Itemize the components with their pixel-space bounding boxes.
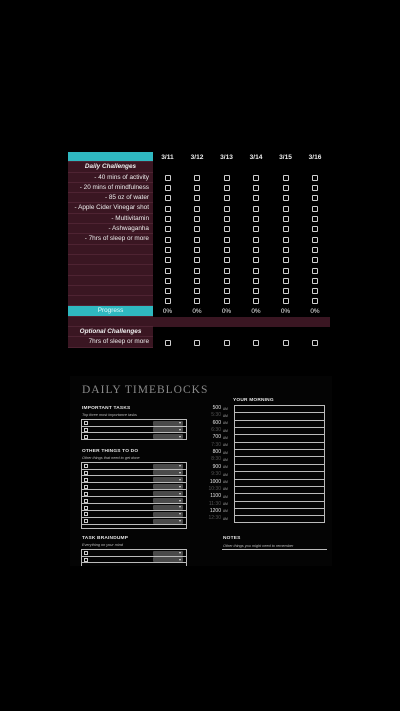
task-row[interactable] [82, 550, 186, 557]
am-pm-label: AM [223, 502, 228, 507]
day-checkbox[interactable] [253, 340, 259, 346]
task-checkbox[interactable] [84, 506, 88, 510]
timeblock-divider [234, 471, 325, 472]
am-pm-label: AM [223, 487, 228, 492]
day-checkbox[interactable] [224, 340, 230, 346]
task-checkbox[interactable] [84, 478, 88, 482]
important-tasks-heading: IMPORTANT TASKS [82, 406, 131, 411]
time-label: 7:30 [211, 441, 221, 448]
day-checkbox[interactable] [312, 288, 318, 294]
time-label: 900 [212, 463, 221, 470]
time-label: 1000 [209, 478, 221, 485]
am-pm-label: AM [223, 435, 228, 440]
task-checkbox[interactable] [84, 471, 88, 475]
am-pm-label: AM [223, 516, 228, 521]
task-row[interactable] [82, 557, 186, 564]
notes-subtitle: Other things you might need to remember [223, 544, 294, 548]
day-checkbox[interactable] [253, 195, 259, 201]
day-checkbox[interactable] [312, 206, 318, 212]
am-pm-label: AM [223, 421, 228, 426]
task-dropdown[interactable] [153, 464, 183, 469]
progress-value: 0% [310, 308, 320, 315]
day-checkbox[interactable] [283, 268, 289, 274]
day-checkbox[interactable] [253, 226, 259, 232]
timeblock-divider [234, 515, 325, 516]
day-checkbox[interactable] [224, 226, 230, 232]
am-pm-label: AM [223, 509, 228, 514]
day-checkbox[interactable] [224, 268, 230, 274]
day-checkbox[interactable] [194, 185, 200, 191]
task-checkbox[interactable] [84, 428, 88, 432]
timeblock-divider [234, 449, 325, 450]
day-checkbox[interactable] [224, 195, 230, 201]
date-column-header: 3/15 [279, 154, 292, 161]
task-row[interactable] [82, 427, 186, 434]
day-checkbox[interactable] [165, 340, 171, 346]
timeblock-divider [234, 420, 325, 421]
am-pm-label: AM [223, 465, 228, 470]
time-label: 800 [212, 449, 221, 456]
task-checkbox[interactable] [84, 421, 88, 425]
timeblock-divider [234, 464, 325, 465]
day-checkbox[interactable] [283, 298, 289, 304]
empty-challenge-row [68, 276, 153, 286]
day-checkbox[interactable] [283, 185, 289, 191]
task-dropdown[interactable] [153, 484, 183, 489]
day-checkbox[interactable] [165, 247, 171, 253]
day-checkbox[interactable] [165, 237, 171, 243]
task-checkbox[interactable] [84, 519, 88, 523]
date-column-header: 3/12 [190, 154, 204, 161]
chevron-down-icon: ▾ [178, 483, 181, 489]
chevron-down-icon: ▾ [178, 490, 181, 496]
task-dropdown[interactable] [153, 557, 183, 562]
date-column-header: 3/16 [308, 154, 322, 161]
task-dropdown[interactable] [153, 421, 183, 426]
day-checkbox[interactable] [283, 206, 289, 212]
challenge-label: - 20 mins of mindfulness [68, 183, 153, 193]
day-checkbox[interactable] [194, 226, 200, 232]
challenge-tracker [68, 152, 330, 346]
task-row[interactable] [82, 470, 186, 477]
day-checkbox[interactable] [194, 247, 200, 253]
day-checkbox[interactable] [165, 206, 171, 212]
spacer-band [153, 317, 330, 327]
day-checkbox[interactable] [165, 185, 171, 191]
am-pm-label: AM [223, 457, 228, 462]
day-checkbox[interactable] [312, 268, 318, 274]
time-label: 6:30 [211, 427, 221, 434]
am-pm-label: AM [223, 480, 228, 484]
time-label: 12:30 [208, 515, 221, 522]
other-things-list [81, 462, 187, 529]
task-dropdown[interactable] [153, 427, 183, 432]
day-checkbox[interactable] [283, 257, 289, 263]
tracker-corner [68, 152, 153, 162]
day-checkbox[interactable] [253, 278, 259, 284]
chevron-down-icon: ▾ [178, 497, 181, 503]
chevron-down-icon: ▾ [178, 556, 181, 562]
task-row[interactable] [82, 420, 186, 427]
day-checkbox[interactable] [194, 278, 200, 284]
task-dropdown[interactable] [153, 551, 183, 556]
am-pm-label: AM [223, 413, 228, 418]
am-pm-label: AM [223, 428, 228, 433]
day-checkbox[interactable] [224, 175, 230, 181]
challenge-label: - Apple Cider Vinegar shot [68, 203, 153, 213]
task-row[interactable] [82, 463, 186, 470]
day-checkbox[interactable] [165, 278, 171, 284]
day-checkbox[interactable] [312, 195, 318, 201]
chevron-down-icon: ▾ [178, 433, 181, 439]
day-checkbox[interactable] [312, 226, 318, 232]
time-label: 8:30 [211, 456, 221, 463]
day-checkbox[interactable] [253, 185, 259, 191]
your-morning-heading: YOUR MORNING [233, 398, 274, 403]
task-row[interactable] [82, 434, 186, 441]
day-checkbox[interactable] [194, 288, 200, 294]
time-label: 9:30 [211, 471, 221, 478]
day-checkbox[interactable] [312, 216, 318, 222]
day-checkbox[interactable] [224, 278, 230, 284]
day-checkbox[interactable] [224, 185, 230, 191]
day-checkbox[interactable] [312, 298, 318, 304]
progress-value: 0% [280, 308, 291, 315]
task-dropdown[interactable] [153, 491, 183, 496]
daily-challenges-heading: Daily Challenges [68, 162, 153, 172]
day-checkbox[interactable] [312, 257, 318, 263]
am-pm-label: AM [223, 472, 228, 477]
task-dropdown[interactable] [153, 470, 183, 475]
day-checkbox[interactable] [165, 257, 171, 263]
task-checkbox[interactable] [84, 464, 88, 468]
day-checkbox[interactable] [253, 298, 259, 304]
day-checkbox[interactable] [283, 340, 289, 346]
progress-value: 0% [162, 308, 173, 315]
day-checkbox[interactable] [194, 340, 200, 346]
task-dropdown[interactable] [153, 505, 183, 510]
day-checkbox[interactable] [194, 195, 200, 201]
day-checkbox[interactable] [283, 226, 289, 232]
day-checkbox[interactable] [165, 298, 171, 304]
day-checkbox[interactable] [283, 288, 289, 294]
time-label: 10:30 [208, 485, 221, 492]
chevron-down-icon: ▾ [178, 420, 181, 426]
day-checkbox[interactable] [283, 237, 289, 243]
chevron-down-icon: ▾ [178, 469, 181, 475]
day-checkbox[interactable] [312, 340, 318, 346]
planner-title: DAILY TIMEBLOCKS [82, 384, 209, 396]
braindump-list [81, 549, 187, 566]
date-column-header: 3/13 [220, 154, 233, 161]
day-checkbox[interactable] [194, 216, 200, 222]
task-row[interactable] [82, 477, 186, 484]
chevron-down-icon: ▾ [178, 511, 181, 517]
day-checkbox[interactable] [253, 268, 259, 274]
day-checkbox[interactable] [224, 216, 230, 222]
day-checkbox[interactable] [283, 195, 289, 201]
day-checkbox[interactable] [253, 206, 259, 212]
day-checkbox[interactable] [194, 237, 200, 243]
day-checkbox[interactable] [224, 247, 230, 253]
progress-value: 0% [192, 308, 202, 315]
task-row[interactable] [82, 504, 186, 511]
task-dropdown[interactable] [153, 477, 183, 482]
timeblock-divider [234, 442, 325, 443]
task-checkbox[interactable] [84, 485, 88, 489]
optional-challenges-heading: Optional Challenges [68, 327, 153, 337]
day-checkbox[interactable] [253, 175, 259, 181]
other-things-subtitle: Other things that need to get done [82, 456, 140, 460]
time-label: 11:30 [208, 500, 221, 507]
day-checkbox[interactable] [253, 257, 259, 263]
task-checkbox[interactable] [84, 492, 88, 496]
task-checkbox[interactable] [84, 499, 88, 503]
time-label: 600 [212, 419, 221, 426]
timeblock-divider [234, 501, 325, 502]
challenge-label: - 7hrs of sleep or more [68, 234, 153, 244]
day-checkbox[interactable] [165, 226, 171, 232]
chevron-down-icon: ▾ [178, 463, 181, 469]
timeblock-divider [234, 412, 325, 413]
important-tasks-list [81, 419, 187, 440]
notes-area[interactable] [222, 549, 327, 550]
day-checkbox[interactable] [165, 175, 171, 181]
task-row[interactable] [82, 498, 186, 505]
day-checkbox[interactable] [312, 175, 318, 181]
time-label: 5:30 [211, 412, 221, 419]
day-checkbox[interactable] [224, 257, 230, 263]
task-row[interactable] [82, 511, 186, 518]
day-checkbox[interactable] [253, 216, 259, 222]
day-checkbox[interactable] [224, 298, 230, 304]
task-checkbox[interactable] [84, 512, 88, 516]
chevron-down-icon: ▾ [178, 550, 181, 556]
time-label: 700 [212, 434, 221, 441]
time-label: 500 [212, 405, 221, 411]
progress-value: 0% [251, 308, 261, 315]
timeblock-divider [234, 493, 325, 494]
task-dropdown[interactable] [153, 519, 183, 524]
day-checkbox[interactable] [194, 206, 200, 212]
progress-value: 0% [221, 308, 232, 315]
day-checkbox[interactable] [194, 257, 200, 263]
empty-challenge-row [68, 286, 153, 296]
time-label: 1100 [210, 493, 221, 500]
braindump-subtitle: Everything on your mind [82, 543, 123, 547]
empty-challenge-row [68, 255, 153, 265]
day-checkbox[interactable] [312, 247, 318, 253]
challenge-label: - Ashwaganha [68, 224, 153, 234]
day-checkbox[interactable] [312, 185, 318, 191]
timeblock-divider [234, 486, 325, 487]
empty-challenge-row [68, 245, 153, 255]
task-row[interactable] [82, 484, 186, 491]
am-pm-label: AM [223, 443, 228, 448]
day-checkbox[interactable] [165, 195, 171, 201]
chevron-down-icon: ▾ [178, 504, 181, 510]
task-checkbox[interactable] [84, 558, 88, 562]
am-pm-label: AM [223, 450, 228, 455]
day-checkbox[interactable] [253, 247, 259, 253]
day-checkbox[interactable] [224, 288, 230, 294]
progress-label: Progress [68, 306, 153, 316]
am-pm-label: AM [223, 494, 228, 499]
day-checkbox[interactable] [194, 268, 200, 274]
day-checkbox[interactable] [283, 175, 289, 181]
day-checkbox[interactable] [253, 288, 259, 294]
task-dropdown[interactable] [153, 434, 183, 439]
task-dropdown[interactable] [153, 498, 183, 503]
date-column-header: 3/14 [249, 154, 263, 161]
day-checkbox[interactable] [224, 237, 230, 243]
tracker-labels [68, 152, 153, 348]
day-checkbox[interactable] [312, 237, 318, 243]
challenge-label: - 85 oz of water [68, 193, 153, 203]
day-checkbox[interactable] [283, 247, 289, 253]
day-checkbox[interactable] [283, 278, 289, 284]
task-checkbox[interactable] [84, 435, 88, 439]
date-column-header: 3/11 [161, 154, 174, 161]
braindump-heading: TASK BRAINDUMP [82, 536, 129, 541]
challenge-label: - 40 mins of activity [68, 173, 153, 183]
day-checkbox[interactable] [253, 237, 259, 243]
day-checkbox[interactable] [312, 278, 318, 284]
day-checkbox[interactable] [165, 268, 171, 274]
timeblock-divider [234, 479, 325, 480]
challenge-label: - Multivitamin [68, 214, 153, 224]
task-dropdown[interactable] [153, 512, 183, 517]
chevron-down-icon: ▾ [178, 518, 181, 524]
task-row[interactable] [82, 491, 186, 498]
important-tasks-subtitle: Top three most importance tasks [82, 413, 137, 417]
time-label: 1200 [209, 507, 221, 514]
other-things-heading: OTHER THINGS TO DO [82, 449, 139, 454]
task-checkbox[interactable] [84, 551, 88, 555]
day-checkbox[interactable] [224, 206, 230, 212]
task-row[interactable] [82, 518, 186, 525]
chevron-down-icon: ▾ [178, 476, 181, 482]
timeblock-divider [234, 456, 325, 457]
empty-challenge-row [68, 265, 153, 275]
am-pm-label: AM [223, 406, 228, 411]
spacer-row [68, 317, 153, 327]
day-checkbox[interactable] [165, 216, 171, 222]
day-checkbox[interactable] [194, 298, 200, 304]
optional-challenge-label: 7hrs of sleep or more [68, 337, 153, 347]
timeblock-divider [234, 508, 325, 509]
daily-timeblocks-planner [70, 376, 332, 566]
empty-challenge-row [68, 296, 153, 306]
day-checkbox[interactable] [165, 288, 171, 294]
timeblock-divider [234, 427, 325, 428]
chevron-down-icon: ▾ [178, 426, 181, 432]
notes-heading: NOTES [223, 536, 241, 541]
day-checkbox[interactable] [283, 216, 289, 222]
timeblock-divider [234, 434, 325, 435]
day-checkbox[interactable] [194, 175, 200, 181]
